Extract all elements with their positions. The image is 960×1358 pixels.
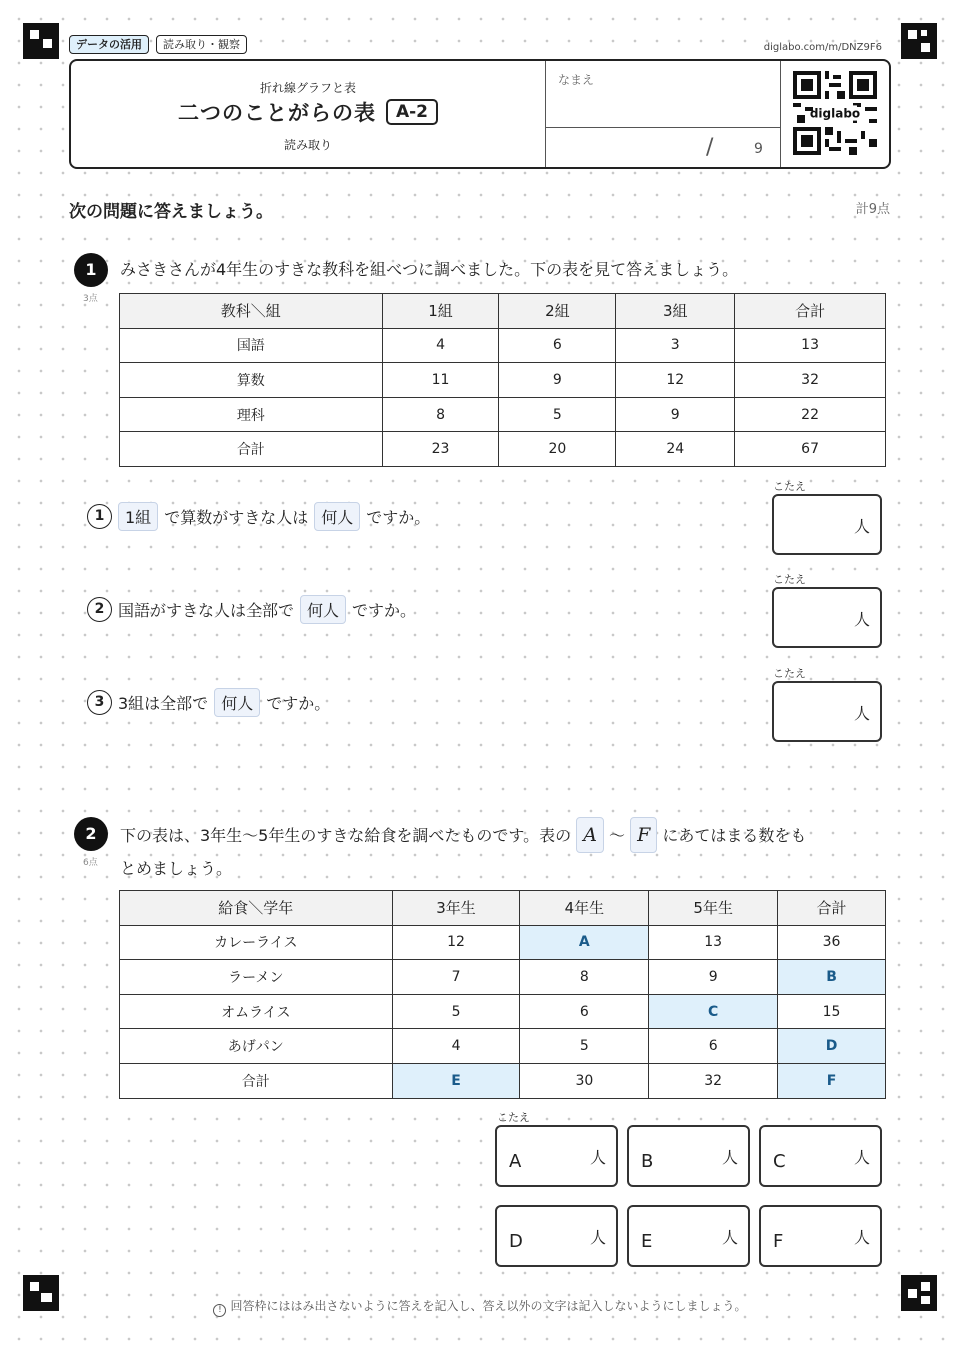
- column-header: 合計: [778, 891, 886, 926]
- table-cell: 32: [649, 1063, 778, 1098]
- answer-letter: A: [509, 1151, 522, 1172]
- table-cell: 6: [499, 328, 616, 363]
- worksheet-header: [69, 59, 891, 169]
- answer-letter: D: [509, 1231, 523, 1252]
- table-cell: 13: [649, 925, 778, 960]
- table-cell: 3: [616, 328, 735, 363]
- highlight-keyword: 何人: [314, 502, 360, 531]
- table-cell: 5: [520, 1029, 649, 1064]
- blank-cell-d: D: [778, 1029, 886, 1064]
- column-header: 教科＼組: [120, 294, 383, 329]
- table-cell: 4: [392, 1029, 520, 1064]
- unit-label: 人: [853, 610, 870, 629]
- table-cell: 4: [382, 328, 499, 363]
- table-cell: 算数: [120, 363, 383, 398]
- table-cell: ラーメン: [120, 960, 393, 995]
- table-cell: 9: [616, 397, 735, 432]
- answer-box-d[interactable]: [495, 1205, 618, 1267]
- table-cell: 12: [392, 925, 520, 960]
- score-divider: [546, 127, 780, 128]
- answer-box-f[interactable]: [759, 1205, 882, 1267]
- table-cell: 15: [778, 994, 886, 1029]
- column-header: 4年生: [520, 891, 649, 926]
- sub-question-text: 国語がすきな人は全部で: [118, 601, 295, 620]
- variable-a: A: [576, 817, 604, 853]
- blank-cell-f: F: [778, 1063, 886, 1098]
- table-cell: 9: [499, 363, 616, 398]
- qr-label: diglabo: [809, 106, 861, 121]
- sub-question-text: で算数がすきな人は: [164, 508, 309, 527]
- column-header: 3年生: [392, 891, 520, 926]
- answer-box-e[interactable]: [627, 1205, 750, 1267]
- column-header: 合計: [735, 294, 886, 329]
- column-header: 2組: [499, 294, 616, 329]
- question-1-points: 3点: [83, 294, 98, 304]
- answer-label: こたえ: [773, 667, 806, 680]
- unit-label: 人: [721, 1148, 738, 1167]
- table-header-row: [120, 891, 886, 926]
- tilde: 〜: [609, 826, 626, 845]
- unit-label: 人: [589, 1148, 606, 1167]
- footer-note: [0, 1297, 960, 1317]
- highlight-keyword: 何人: [300, 595, 346, 624]
- page-title: 二つのことがらの表: [177, 101, 376, 125]
- unit-label: 人: [853, 517, 870, 536]
- table-cell: カレーライス: [120, 925, 393, 960]
- score-total: 9: [754, 141, 763, 157]
- table-row: [120, 1063, 886, 1098]
- highlight-keyword: 何人: [214, 688, 260, 717]
- title-row: [71, 97, 545, 127]
- highlight-class: 1組: [118, 502, 158, 531]
- total-points: 計9点: [855, 202, 890, 217]
- table-row: [120, 328, 886, 363]
- table-cell: あげパン: [120, 1029, 393, 1064]
- answer-letter: B: [641, 1151, 654, 1172]
- table-row: [120, 994, 886, 1029]
- title-area: [71, 61, 545, 167]
- table-cell: 23: [382, 432, 499, 467]
- sub-question-text: ですか。: [266, 694, 331, 713]
- sub-question-number: 1: [87, 504, 112, 529]
- lunch-table: [119, 890, 886, 1099]
- answer-letter: F: [773, 1231, 784, 1252]
- sub-question-text: 3組は全部で: [118, 694, 209, 713]
- table-cell: 36: [778, 925, 886, 960]
- answer-label: こたえ: [497, 1111, 530, 1124]
- table-row: [120, 960, 886, 995]
- table-cell: 7: [392, 960, 520, 995]
- score-slash: /: [706, 135, 714, 160]
- question-2-points: 6点: [83, 858, 98, 868]
- table-row: [120, 432, 886, 467]
- table-cell: 5: [499, 397, 616, 432]
- unit-label: 人: [853, 1148, 870, 1167]
- skill-tag: 読み取り・観察: [156, 35, 247, 54]
- table-cell: 30: [520, 1063, 649, 1098]
- footer-text: 回答枠にははみ出さないように答えを記入し、答え以外の文字は記入しないようにしましょう。: [230, 1299, 747, 1313]
- column-header: 給食＼学年: [120, 891, 393, 926]
- worksheet-url: diglabo.com/m/DNZ9F6: [763, 42, 882, 53]
- table-cell: オムライス: [120, 994, 393, 1029]
- table-cell: 32: [735, 363, 886, 398]
- table-cell: 合計: [120, 432, 383, 467]
- answer-box-1[interactable]: [772, 494, 882, 555]
- subject-table: [119, 293, 886, 467]
- answer-box-c[interactable]: [759, 1125, 882, 1187]
- info-icon: !: [213, 1304, 226, 1317]
- table-header-row: [120, 294, 886, 329]
- column-header: 3組: [616, 294, 735, 329]
- qr-code-icon: [793, 71, 877, 155]
- blank-cell-c: C: [649, 994, 778, 1029]
- column-header: 1組: [382, 294, 499, 329]
- unit-subtitle: 折れ線グラフと表: [259, 81, 356, 95]
- table-cell: 22: [735, 397, 886, 432]
- table-cell: 8: [520, 960, 649, 995]
- question-2-text-a: 下の表は、3年生〜5年生のすきな給食を調べたものです。表の: [120, 826, 572, 845]
- unit-label: 人: [589, 1228, 606, 1247]
- sub-question-1: [87, 502, 430, 531]
- table-cell: 12: [616, 363, 735, 398]
- question-2-text-b: にあてはまる数をも: [662, 826, 807, 845]
- question-1-number: 1: [74, 253, 108, 287]
- table-cell: 20: [499, 432, 616, 467]
- answer-box-3[interactable]: [772, 681, 882, 742]
- sub-question-text: ですか。: [352, 601, 417, 620]
- corner-marker-top-left: [23, 23, 59, 59]
- sub-question-number: 2: [87, 597, 112, 622]
- question-2-text: [120, 817, 806, 853]
- question-1-text: みさきさんが4年生のすきな教科を組べつに調べました。下の表を見て答えましょう。: [120, 260, 739, 279]
- table-cell: 合計: [120, 1063, 393, 1098]
- table-row: [120, 925, 886, 960]
- question-2-number: 2: [74, 817, 108, 851]
- instruction-text: 次の問題に答えましょう。: [69, 202, 273, 222]
- blank-cell-e: E: [392, 1063, 520, 1098]
- table-cell: 国語: [120, 328, 383, 363]
- skill-subtitle: 読み取り: [283, 138, 332, 152]
- category-tag: データの活用: [69, 35, 149, 54]
- name-field[interactable]: [545, 61, 781, 167]
- table-cell: 11: [382, 363, 499, 398]
- answer-box-2[interactable]: [772, 587, 882, 648]
- sub-question-3: [87, 688, 330, 717]
- sub-question-text: ですか。: [366, 508, 431, 527]
- name-label: なまえ: [558, 73, 595, 87]
- answer-label: こたえ: [773, 573, 806, 586]
- table-cell: 9: [649, 960, 778, 995]
- unit-label: 人: [853, 704, 870, 723]
- table-row: [120, 397, 886, 432]
- variable-f: F: [630, 817, 657, 853]
- table-cell: 6: [520, 994, 649, 1029]
- table-cell: 8: [382, 397, 499, 432]
- answer-label: こたえ: [773, 480, 806, 493]
- blank-cell-a: A: [520, 925, 649, 960]
- question-2-text-c: とめましょう。: [120, 859, 233, 878]
- table-cell: 6: [649, 1029, 778, 1064]
- answer-letter: E: [641, 1231, 653, 1252]
- column-header: 5年生: [649, 891, 778, 926]
- answer-letter: C: [773, 1151, 786, 1172]
- sub-question-number: 3: [87, 690, 112, 715]
- table-cell: 67: [735, 432, 886, 467]
- table-cell: 5: [392, 994, 520, 1029]
- blank-cell-b: B: [778, 960, 886, 995]
- table-cell: 24: [616, 432, 735, 467]
- table-row: [120, 363, 886, 398]
- unit-label: 人: [721, 1228, 738, 1247]
- answer-box-b[interactable]: [627, 1125, 750, 1187]
- sub-question-2: [87, 595, 416, 624]
- unit-label: 人: [853, 1228, 870, 1247]
- level-badge: A-2: [386, 99, 438, 125]
- answer-box-a[interactable]: [495, 1125, 618, 1187]
- table-cell: 13: [735, 328, 886, 363]
- table-cell: 理科: [120, 397, 383, 432]
- corner-marker-top-right: [901, 23, 937, 59]
- table-row: [120, 1029, 886, 1064]
